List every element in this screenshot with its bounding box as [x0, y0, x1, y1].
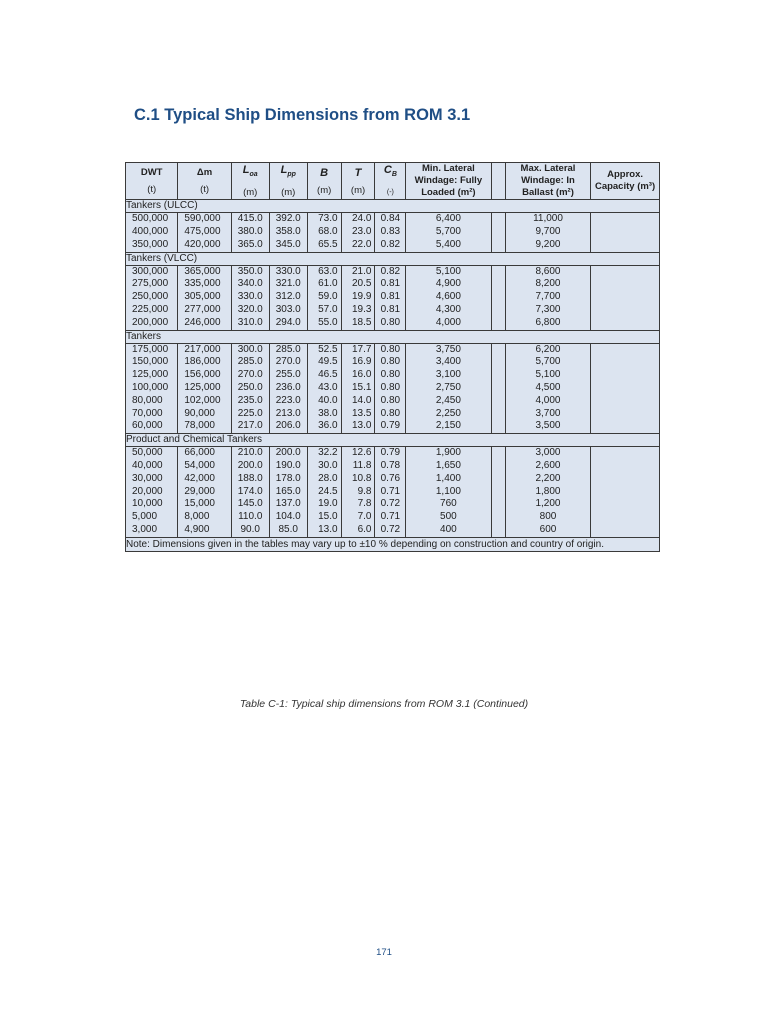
cell-value: 125,000 [184, 381, 221, 393]
cell-value: 500 [440, 511, 457, 523]
column-symbol-subscript: B [391, 171, 397, 179]
column-header [341, 163, 375, 200]
cell-value: 0.84 [380, 213, 401, 225]
column-header [505, 163, 590, 200]
cell-value: 5,700 [535, 356, 561, 368]
cell-value: 365.0 [237, 238, 263, 250]
cell-value: 24.0 [352, 213, 372, 225]
table-cell [126, 447, 178, 538]
ship-dimensions-table [125, 162, 660, 552]
table-cell [591, 265, 660, 330]
header-row [126, 163, 660, 200]
cell-value: 104.0 [275, 511, 301, 523]
table-cell [406, 213, 491, 252]
cell-value: 5,700 [435, 225, 461, 237]
cell-value: 3,400 [435, 356, 461, 368]
cell-value: 392.0 [275, 213, 301, 225]
cell-value: 19.9 [352, 291, 372, 303]
cell-value: 57.0 [318, 303, 338, 315]
cell-value: 8,000 [184, 511, 210, 523]
cell-value: 335,000 [184, 278, 221, 290]
cell-value: 90,000 [184, 407, 215, 419]
cell-value: 300.0 [237, 343, 263, 355]
cell-value: 65.5 [318, 238, 338, 250]
cell-value: 165.0 [275, 485, 301, 497]
table-cell [341, 343, 375, 434]
cell-value: 1,200 [535, 498, 561, 510]
cell-value: 28.0 [318, 472, 338, 484]
table-cell [269, 447, 307, 538]
cell-value: 110.0 [238, 511, 263, 523]
cell-value: 23.0 [352, 225, 372, 237]
cell-value: 178.0 [275, 472, 301, 484]
column-unit: (m) [281, 187, 296, 199]
table-cell [375, 447, 406, 538]
cell-value: 90.0 [240, 523, 260, 535]
table-cell [406, 343, 491, 434]
cell-value: 0.76 [380, 472, 401, 484]
section-title: Tankers (VLCC) [126, 252, 660, 265]
cell-value: 9,200 [535, 238, 561, 250]
cell-value: 590,000 [184, 213, 221, 225]
cell-value: 350,000 [132, 238, 169, 250]
cell-value: 1,650 [435, 459, 461, 471]
cell-value: 300,000 [132, 265, 169, 277]
cell-value: 63.0 [318, 265, 338, 277]
section-title-row [126, 252, 660, 265]
cell-value: 40,000 [132, 459, 163, 471]
cell-value: 9,700 [535, 225, 561, 237]
cell-value: 78,000 [184, 420, 215, 432]
cell-value: 6,400 [435, 213, 461, 225]
cell-value: 4,600 [435, 291, 461, 303]
cell-value: 46.5 [318, 369, 338, 381]
table-cell [126, 213, 178, 252]
section-data-row [126, 343, 660, 434]
section-title-row [126, 434, 660, 447]
cell-value: 68.0 [318, 225, 338, 237]
cell-value: 85.0 [278, 523, 298, 535]
cell-value: 3,000 [535, 447, 561, 459]
column-header [375, 163, 406, 200]
cell-value: 4,000 [535, 394, 561, 406]
table-cell [231, 265, 269, 330]
table-cell [178, 213, 231, 252]
table-cell [231, 213, 269, 252]
column-label: Max. Lateral Windage: In Ballast (m²) [520, 163, 576, 199]
cell-value: 0.81 [380, 303, 401, 315]
cell-value: 70,000 [132, 407, 163, 419]
cell-value: 380.0 [237, 225, 263, 237]
cell-value: 5,100 [435, 265, 461, 277]
cell-value: 38.0 [318, 407, 338, 419]
cell-value: 40.0 [318, 394, 338, 406]
cell-value: 358.0 [275, 225, 301, 237]
table-cell [491, 265, 505, 330]
cell-value: 0.80 [380, 369, 401, 381]
section-data-row [126, 265, 660, 330]
cell-value: 246,000 [184, 316, 221, 328]
table-cell [178, 343, 231, 434]
cell-value: 50,000 [132, 447, 163, 459]
cell-value: 255.0 [275, 369, 301, 381]
cell-value: 200.0 [237, 459, 263, 471]
cell-value: 43.0 [318, 381, 338, 393]
cell-value: 475,000 [184, 225, 221, 237]
cell-value: 236.0 [275, 381, 301, 393]
column-symbol: Δm [196, 167, 213, 179]
cell-value: 0.80 [380, 381, 401, 393]
section-data-row [126, 447, 660, 538]
cell-value: 30,000 [132, 472, 163, 484]
cell-value: 0.80 [380, 394, 401, 406]
section-heading: C.1 Typical Ship Dimensions from ROM 3.1 [134, 106, 471, 124]
column-header [307, 163, 341, 200]
column-symbol: B [320, 166, 329, 179]
cell-value: 54,000 [184, 459, 215, 471]
section-title: Product and Chemical Tankers [126, 434, 660, 447]
cell-value: 320.0 [237, 303, 263, 315]
table-body [126, 200, 660, 552]
section-title-row [126, 200, 660, 213]
cell-value: 217.0 [237, 420, 263, 432]
cell-value: 3,000 [132, 523, 158, 535]
column-symbol-subscript: pp [287, 171, 296, 179]
cell-value: 7,300 [535, 303, 561, 315]
cell-value: 250.0 [237, 381, 263, 393]
cell-value: 3,500 [535, 420, 561, 432]
table-cell [406, 447, 491, 538]
cell-value: 2,200 [535, 472, 561, 484]
cell-value: 8,200 [535, 278, 561, 290]
table-cell [491, 447, 505, 538]
cell-value: 285.0 [275, 343, 301, 355]
table-cell [307, 447, 341, 538]
cell-value: 13.0 [352, 420, 372, 432]
table-note: Note: Dimensions given in the tables may vary up to ±10 % depending on construction and country of origin. [126, 537, 660, 551]
cell-value: 213.0 [275, 407, 301, 419]
cell-value: 188.0 [237, 472, 263, 484]
cell-value: 217,000 [184, 343, 221, 355]
cell-value: 2,600 [535, 459, 561, 471]
column-header [126, 163, 178, 200]
table-cell [269, 265, 307, 330]
cell-value: 13.0 [318, 523, 338, 535]
cell-value: 42,000 [184, 472, 215, 484]
table-cell [269, 213, 307, 252]
cell-value: 102,000 [184, 394, 221, 406]
column-symbol-subscript: oa [249, 171, 258, 179]
cell-value: 235.0 [237, 394, 263, 406]
table-cell [375, 343, 406, 434]
cell-value: 24.5 [318, 485, 338, 497]
column-symbol-main: C [383, 164, 392, 176]
table-cell [491, 213, 505, 252]
cell-value: 270.0 [275, 356, 301, 368]
cell-value: 285.0 [237, 356, 263, 368]
table-cell [231, 447, 269, 538]
column-symbol [375, 163, 405, 182]
table-cell [178, 447, 231, 538]
cell-value: 1,800 [535, 485, 561, 497]
cell-value: 30.0 [318, 459, 338, 471]
cell-value: 16.0 [352, 369, 372, 381]
table-cell [591, 447, 660, 538]
cell-value: 4,900 [435, 278, 461, 290]
cell-value: 32.2 [318, 447, 338, 459]
column-symbol-main: L [242, 164, 250, 176]
cell-value: 4,300 [435, 303, 461, 315]
cell-value: 137.0 [275, 498, 301, 510]
table-cell [341, 265, 375, 330]
cell-value: 5,000 [132, 511, 158, 523]
cell-value: 330.0 [237, 291, 263, 303]
cell-value: 66,000 [184, 447, 215, 459]
cell-value: 200,000 [132, 316, 169, 328]
cell-value: 49.5 [318, 356, 338, 368]
cell-value: 0.78 [380, 459, 401, 471]
cell-value: 190.0 [275, 459, 301, 471]
cell-value: 277,000 [184, 303, 221, 315]
table-cell [178, 265, 231, 330]
cell-value: 6,200 [535, 343, 561, 355]
section-title-row [126, 330, 660, 343]
cell-value: 10.8 [352, 472, 372, 484]
cell-value: 0.71 [380, 485, 401, 497]
table-cell [307, 343, 341, 434]
table-cell [126, 265, 178, 330]
table-cell [505, 265, 590, 330]
cell-value: 16.9 [352, 356, 372, 368]
cell-value: 415.0 [237, 213, 263, 225]
column-symbol-main: L [280, 164, 288, 176]
cell-value: 52.5 [318, 343, 338, 355]
cell-value: 6,800 [535, 316, 561, 328]
cell-value: 0.82 [380, 265, 401, 277]
section-title: Tankers (ULCC) [126, 200, 660, 213]
table-cell [505, 213, 590, 252]
cell-value: 12.6 [352, 447, 372, 459]
column-unit: (m) [243, 187, 258, 199]
cell-value: 55.0 [318, 316, 338, 328]
cell-value: 20,000 [132, 485, 163, 497]
table-cell [505, 447, 590, 538]
table-cell [375, 213, 406, 252]
table-cell [375, 265, 406, 330]
cell-value: 0.80 [380, 407, 401, 419]
cell-value: 500,000 [132, 213, 169, 225]
cell-value: 2,150 [435, 420, 461, 432]
cell-value: 400 [440, 523, 457, 535]
cell-value: 303.0 [275, 303, 301, 315]
cell-value: 420,000 [184, 238, 221, 250]
table-cell [269, 343, 307, 434]
cell-value: 4,900 [184, 523, 210, 535]
cell-value: 310.0 [237, 316, 263, 328]
table-cell [406, 265, 491, 330]
cell-value: 18.5 [352, 316, 372, 328]
cell-value: 125,000 [132, 369, 169, 381]
cell-value: 60,000 [132, 420, 163, 432]
table-cell [591, 213, 660, 252]
section-title: Tankers [126, 330, 660, 343]
cell-value: 17.7 [352, 343, 372, 355]
cell-value: 225,000 [132, 303, 169, 315]
cell-value: 15.0 [318, 511, 338, 523]
column-symbol [270, 163, 307, 182]
cell-value: 15.1 [352, 381, 372, 393]
cell-value: 15,000 [184, 498, 215, 510]
cell-value: 225.0 [237, 407, 263, 419]
cell-value: 174.0 [237, 485, 263, 497]
cell-value: 1,900 [435, 447, 461, 459]
cell-value: 760 [440, 498, 457, 510]
table-cell [307, 265, 341, 330]
cell-value: 4,500 [535, 381, 561, 393]
table-cell [341, 447, 375, 538]
cell-value: 0.79 [380, 447, 401, 459]
cell-value: 800 [539, 511, 557, 523]
cell-value: 223.0 [275, 394, 301, 406]
cell-value: 36.0 [318, 420, 338, 432]
cell-value: 19.3 [352, 303, 372, 315]
cell-value: 29,000 [184, 485, 215, 497]
cell-value: 8,600 [535, 265, 561, 277]
cell-value: 400,000 [132, 225, 169, 237]
column-header [406, 163, 491, 200]
table-cell [307, 213, 341, 252]
cell-value: 5,400 [435, 238, 461, 250]
cell-value: 150,000 [132, 356, 169, 368]
column-symbol [232, 163, 269, 182]
column-label: Min. Lateral Windage: Fully Loaded (m²) [414, 163, 483, 199]
cell-value: 2,250 [435, 407, 461, 419]
cell-value: 0.79 [380, 420, 401, 432]
cell-value: 21.0 [352, 265, 372, 277]
cell-value: 0.72 [380, 523, 401, 535]
cell-value: 10,000 [132, 498, 163, 510]
cell-value: 206.0 [275, 420, 301, 432]
column-header [231, 163, 269, 200]
table-header [126, 163, 660, 200]
cell-value: 3,700 [535, 407, 561, 419]
column-unit: (m) [317, 184, 332, 196]
cell-value: 0.81 [380, 291, 401, 303]
cell-value: 250,000 [132, 291, 169, 303]
cell-value: 4,000 [435, 316, 461, 328]
cell-value: 100,000 [132, 381, 169, 393]
cell-value: 73.0 [318, 213, 338, 225]
table-caption: Table C-1: Typical ship dimensions from ROM 3.1 (Continued) [239, 698, 529, 710]
cell-value: 61.0 [318, 278, 338, 290]
cell-value: 200.0 [275, 447, 301, 459]
column-unit: (t) [200, 184, 210, 196]
cell-value: 0.72 [380, 498, 401, 510]
cell-value: 365,000 [184, 265, 221, 277]
table-cell [591, 343, 660, 434]
cell-value: 305,000 [184, 291, 221, 303]
column-unit: (-) [386, 189, 394, 197]
cell-value: 1,400 [435, 472, 461, 484]
cell-value: 186,000 [184, 356, 221, 368]
column-label: Approx. Capacity (m³) [594, 169, 656, 193]
cell-value: 350.0 [237, 265, 263, 277]
cell-value: 9.8 [357, 485, 372, 497]
cell-value: 11,000 [533, 213, 563, 225]
table-cell [126, 343, 178, 434]
cell-value: 0.82 [380, 238, 401, 250]
column-unit: (m) [350, 184, 366, 196]
cell-value: 210.0 [237, 447, 263, 459]
cell-value: 345.0 [275, 238, 301, 250]
cell-value: 7,700 [535, 291, 561, 303]
cell-value: 0.80 [380, 356, 401, 368]
cell-value: 3,750 [435, 343, 461, 355]
cell-value: 600 [539, 523, 557, 535]
cell-value: 330.0 [275, 265, 301, 277]
cell-value: 11.8 [352, 459, 372, 471]
table-cell [341, 213, 375, 252]
cell-value: 275,000 [132, 278, 169, 290]
cell-value: 19.0 [318, 498, 338, 510]
cell-value: 270.0 [237, 369, 263, 381]
cell-value: 7.0 [357, 511, 372, 523]
column-header [491, 163, 505, 200]
column-symbol: DWT [140, 167, 163, 179]
cell-value: 175,000 [132, 343, 169, 355]
cell-value: 145.0 [237, 498, 263, 510]
column-unit: (t) [147, 184, 157, 196]
section-data-row [126, 213, 660, 252]
cell-value: 0.80 [380, 343, 401, 355]
note-row [126, 537, 660, 551]
cell-value: 6.0 [357, 523, 372, 535]
cell-value: 312.0 [275, 291, 301, 303]
cell-value: 340.0 [237, 278, 263, 290]
cell-value: 0.83 [380, 225, 401, 237]
column-header [178, 163, 231, 200]
cell-value: 3,100 [435, 369, 461, 381]
cell-value: 0.80 [380, 316, 401, 328]
cell-value: 2,750 [435, 381, 461, 393]
cell-value: 2,450 [435, 394, 461, 406]
column-header [269, 163, 307, 200]
cell-value: 7.8 [357, 498, 372, 510]
column-header [591, 163, 660, 200]
cell-value: 156,000 [184, 369, 221, 381]
cell-value: 80,000 [132, 394, 163, 406]
cell-value: 294.0 [275, 316, 301, 328]
cell-value: 14.0 [352, 394, 372, 406]
cell-value: 0.81 [380, 278, 401, 290]
cell-value: 13.5 [352, 407, 372, 419]
cell-value: 59.0 [318, 291, 338, 303]
cell-value: 20.5 [352, 278, 372, 290]
cell-value: 5,100 [535, 369, 561, 381]
cell-value: 0.71 [380, 511, 401, 523]
cell-value: 321.0 [275, 278, 301, 290]
cell-value: 22.0 [352, 238, 372, 250]
column-symbol: T [354, 166, 362, 179]
cell-value: 1,100 [435, 485, 461, 497]
table-cell [231, 343, 269, 434]
page-number: 171 [376, 947, 392, 958]
table-cell [505, 343, 590, 434]
table-cell [491, 343, 505, 434]
